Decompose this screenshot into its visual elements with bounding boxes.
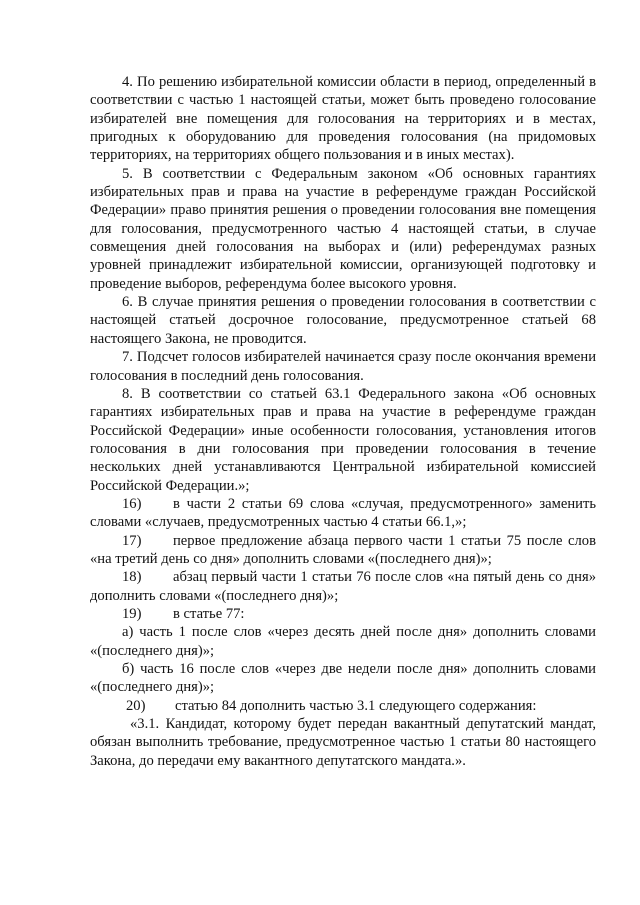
list-item-16	[90, 495, 596, 532]
list-item-18	[90, 568, 596, 605]
subitem-b: б) часть 16 после слов «через две недели после дня» дополнить словами «(последнего дня)»;	[90, 661, 596, 696]
list-item-17	[90, 532, 596, 569]
quoted-clause-3-1: «3.1. Кандидат, которому будет передан вакантный депутатский мандат, обязан выполнить требование, предусмотренное частью 1 статьи 80 настоящего Закона, до передачи ему вакантного депутатского мандата.».	[90, 716, 596, 769]
document-page	[90, 73, 596, 770]
paragraph-7: 7. Подсчет голосов избирателей начинается сразу после окончания времени голосования в последний день голосования.	[90, 349, 596, 384]
item-text: в статье 77:	[173, 605, 245, 622]
paragraph-5: 5. В соответствии с Федеральным законом «Об основных гарантиях избирательных прав и права на участие в референдуме граждан Российской Федерации» право принятия решения о проведении голосования вне помещения для голосования, предусмотренного частью 4 настоящей статьи, в случае совмещения дней голосования на выборах и (или) референдумах разных уровней принадлежит избирательной комиссии, организующей подготовку и проведение выборов, референдума более высокого уровня.	[90, 165, 596, 292]
item-number: 19)	[122, 605, 142, 622]
item-text: абзац первый части 1 статьи 76 после слов «на пятый день со дня» дополнить словами «(последнего дня)»;	[90, 569, 596, 604]
item-number: 17)	[122, 532, 142, 549]
paragraph-4: 4. По решению избирательной комиссии области в период, определенный в соответствии с частью 1 настоящей статьи, может быть проведено голосование избирателей вне помещения для голосования на территориях и в местах, пригодных к оборудованию для проведения голосования (на придомовых территориях, на территориях общего пользования и в иных местах).	[90, 74, 596, 164]
item-number: 20)	[126, 697, 146, 714]
list-item-19	[90, 605, 596, 623]
paragraph-6: 6. В случае принятия решения о проведении голосования в соответствии с настоящей статьей досрочное голосование, предусмотренное статьей 68 настоящего Закона, не проводится.	[90, 294, 596, 347]
list-item-20	[90, 697, 596, 715]
subitem-a: а) часть 1 после слов «через десять дней после дня» дополнить словами «(последнего дня)»;	[90, 624, 596, 659]
item-number: 18)	[122, 569, 142, 586]
item-text: первое предложение абзаца первого части 1 статьи 75 после слов «на третий день со дня» дополнить словами «(последнего дня)»;	[90, 532, 596, 567]
paragraph-8: 8. В соответствии со статьей 63.1 Федерального закона «Об основных гарантиях избирательных прав и права на участие в референдуме граждан Российской Федерации» иные особенности голосования, установления итогов голосования в дни голосования при проведении голосования в течение нескольких дней устанавливаются Центральной избирательной комиссией Российской Федерации.»;	[90, 385, 596, 494]
item-number: 16)	[122, 495, 142, 512]
item-text: статью 84 дополнить частью 3.1 следующего содержания:	[175, 697, 537, 714]
item-text: в части 2 статьи 69 слова «случая, предусмотренного» заменить словами «случаев, предусмотренных частью 4 статьи 66.1,»;	[90, 495, 596, 531]
